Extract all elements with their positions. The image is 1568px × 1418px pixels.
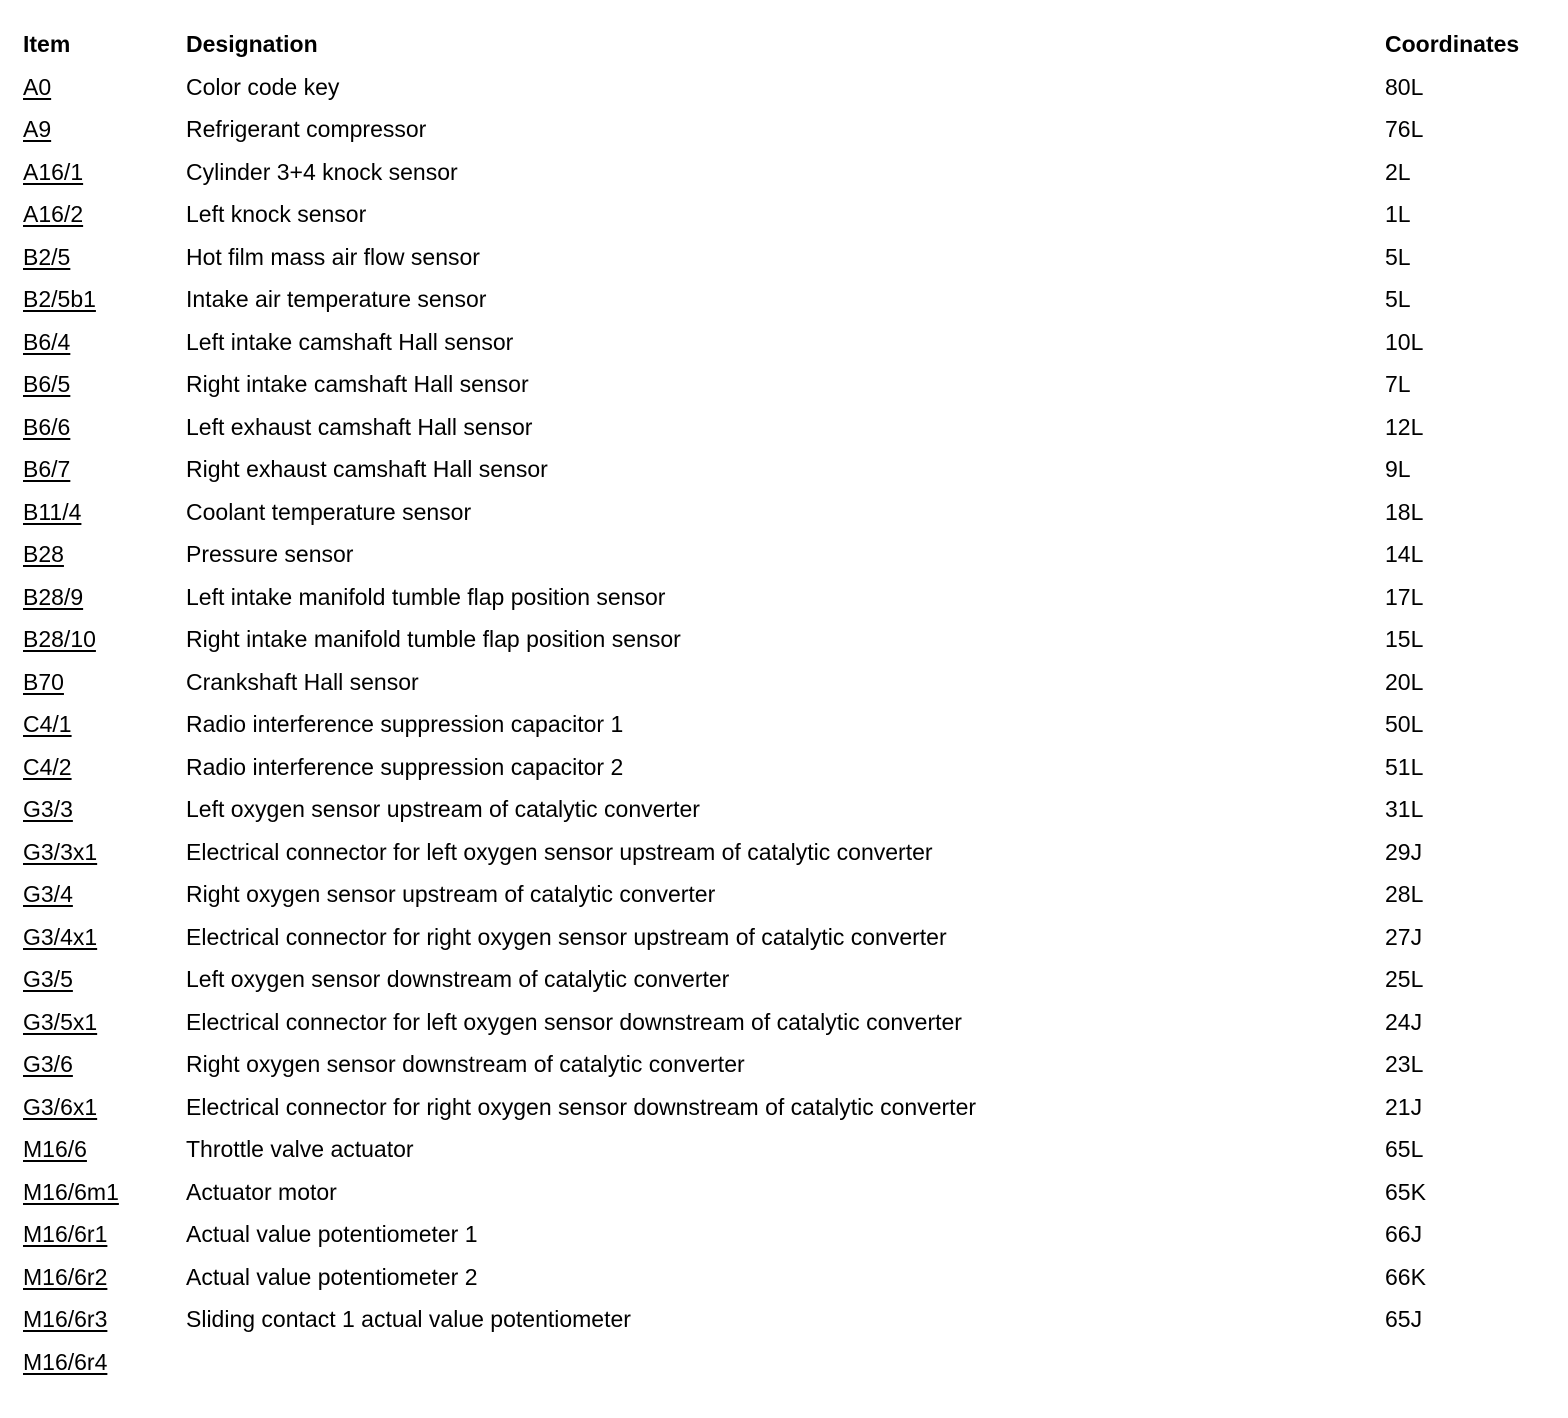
designation-text: Sliding contact 1 actual value potentiometer [186,1306,631,1332]
item-link[interactable]: C4/2 [23,753,72,780]
coordinates-text: 7L [1385,371,1411,397]
item-link[interactable]: G3/4x1 [23,923,98,950]
item-link[interactable]: B6/6 [23,413,71,440]
designation-text: Color code key [186,73,340,100]
table-row [0,243,1568,285]
designation-text: Right intake camshaft Hall sensor [186,371,529,397]
designation-text: Radio interference suppression capacitor 1 [186,711,624,737]
item-link[interactable]: B6/7 [23,456,71,482]
designation-text: Electrical connector for left oxygen sensor upstream of catalytic converter [186,838,933,865]
table-row [0,328,1568,370]
item-link[interactable]: G3/6x1 [23,1093,98,1120]
item-link[interactable]: G3/5x1 [23,1008,98,1035]
coordinates-text: 5L [1385,286,1411,312]
coordinates-text: 23L [1385,1051,1424,1077]
item-link[interactable]: B70 [23,668,64,695]
coordinates-text: 31L [1385,796,1424,822]
table-row [0,1008,1568,1050]
item-link[interactable]: B2/5 [23,243,71,270]
item-link[interactable]: A16/2 [23,201,84,227]
designation-text: Right intake manifold tumble flap position sensor [186,626,681,652]
item-link[interactable]: B6/5 [23,371,71,397]
designation-text: Actuator motor [186,1178,337,1205]
table-row [0,795,1568,837]
designation-text: Actual value potentiometer 1 [186,1221,478,1247]
coordinates-text: 80L [1385,73,1424,100]
item-link[interactable]: M16/6 [23,1136,87,1162]
designation-text: Left oxygen sensor downstream of catalytic converter [186,966,730,992]
table-row [0,710,1568,752]
table-row [0,455,1568,497]
item-link[interactable]: B6/4 [23,328,71,355]
coordinates-text: 18L [1385,498,1424,525]
designation-text: Intake air temperature sensor [186,286,487,312]
coordinates-text: 27J [1385,923,1423,950]
item-link[interactable]: A0 [23,73,52,100]
coordinates-text: 76L [1385,116,1424,142]
coordinates-text: 50L [1385,711,1424,737]
coordinates-text: 12L [1385,413,1424,440]
designation-text: Actual value potentiometer 2 [186,1263,478,1290]
coordinates-text: 10L [1385,328,1424,355]
item-link[interactable]: M16/6r4 [23,1348,108,1375]
item-link[interactable]: B11/4 [23,498,82,525]
table-row [0,540,1568,582]
item-link[interactable]: M16/6r2 [23,1263,108,1290]
designation-text: Refrigerant compressor [186,116,427,142]
item-link[interactable]: G3/6 [23,1051,73,1077]
coordinates-text: 29J [1385,838,1423,865]
designation-text: Left intake manifold tumble flap position sensor [186,583,666,610]
designation-text: Right exhaust camshaft Hall sensor [186,456,548,482]
item-link[interactable]: M16/6m1 [23,1178,119,1205]
column-header-item: Item [23,31,71,57]
table-row [0,1050,1568,1092]
designation-text: Pressure sensor [186,541,354,567]
item-link[interactable]: C4/1 [23,711,72,737]
table-row [0,583,1568,625]
designation-text: Left knock sensor [186,201,367,227]
designation-text: Crankshaft Hall sensor [186,668,419,695]
item-link[interactable]: A16/1 [23,158,84,185]
item-link[interactable]: B28/9 [23,583,84,610]
table-row [0,753,1568,795]
table-row [0,413,1568,455]
item-link[interactable]: B28/10 [23,626,96,652]
designation-text: Coolant temperature sensor [186,498,472,525]
coordinates-text: 15L [1385,626,1424,652]
table-row [0,73,1568,115]
table-row [0,498,1568,540]
item-link[interactable]: G3/3 [23,796,73,822]
designation-text: Hot film mass air flow sensor [186,243,480,270]
table-row [0,880,1568,922]
coordinates-text: 25L [1385,966,1424,992]
item-link[interactable]: B2/5b1 [23,286,96,312]
table-row [0,1263,1568,1305]
table-row [0,200,1568,242]
designation-text: Right oxygen sensor upstream of catalytic converter [186,881,716,907]
coordinates-text: 65J [1385,1306,1423,1332]
designation-text: Left oxygen sensor upstream of catalytic converter [186,796,700,822]
item-link[interactable]: G3/5 [23,966,73,992]
coordinates-text: 51L [1385,753,1424,780]
designation-text: Electrical connector for right oxygen sensor downstream of catalytic converter [186,1093,977,1120]
table-row [0,1220,1568,1262]
item-link[interactable]: B28 [23,541,64,567]
coordinates-text: 2L [1385,158,1411,185]
coordinates-text: 24J [1385,1008,1423,1035]
designation-text: Cylinder 3+4 knock sensor [186,158,458,185]
designation-text: Throttle valve actuator [186,1136,414,1162]
coordinates-text: 66K [1385,1263,1426,1290]
designation-text: Right oxygen sensor downstream of catalytic converter [186,1051,745,1077]
coordinates-text: 20L [1385,668,1424,695]
table-row [0,1178,1568,1220]
coordinates-text: 14L [1385,541,1424,567]
item-link[interactable]: G3/3x1 [23,838,98,865]
table-row [0,1305,1568,1347]
coordinates-text: 9L [1385,456,1411,482]
coordinates-text: 28L [1385,881,1424,907]
coordinates-text: 17L [1385,583,1424,610]
coordinates-text: 65L [1385,1136,1424,1162]
table-row [0,1135,1568,1177]
coordinates-text: 66J [1385,1221,1423,1247]
table-row [0,965,1568,1007]
item-link[interactable]: G3/4 [23,881,73,907]
table-row [0,370,1568,412]
designation-text: Left intake camshaft Hall sensor [186,328,514,355]
designation-text: Electrical connector for right oxygen sensor upstream of catalytic converter [186,923,947,950]
column-header-coordinates: Coordinates [1385,31,1520,57]
table-row [0,158,1568,200]
designation-text: Electrical connector for left oxygen sensor downstream of catalytic converter [186,1008,962,1035]
table-header-row [0,30,1568,72]
table-row [0,1348,1568,1390]
table-row [0,668,1568,710]
column-header-designation: Designation [186,31,318,57]
coordinates-text: 5L [1385,243,1411,270]
table-row [0,923,1568,965]
designation-text: Left exhaust camshaft Hall sensor [186,413,533,440]
coordinates-text: 65K [1385,1178,1426,1205]
item-link[interactable]: M16/6r3 [23,1306,108,1332]
table-row [0,115,1568,157]
table-row [0,838,1568,880]
table-row [0,285,1568,327]
item-link[interactable]: M16/6r1 [23,1221,108,1247]
coordinates-text: 1L [1385,201,1411,227]
table-row [0,1093,1568,1135]
table-row [0,625,1568,667]
item-link[interactable]: A9 [23,116,52,142]
coordinates-text: 21J [1385,1093,1423,1120]
designation-text: Radio interference suppression capacitor 2 [186,753,624,780]
